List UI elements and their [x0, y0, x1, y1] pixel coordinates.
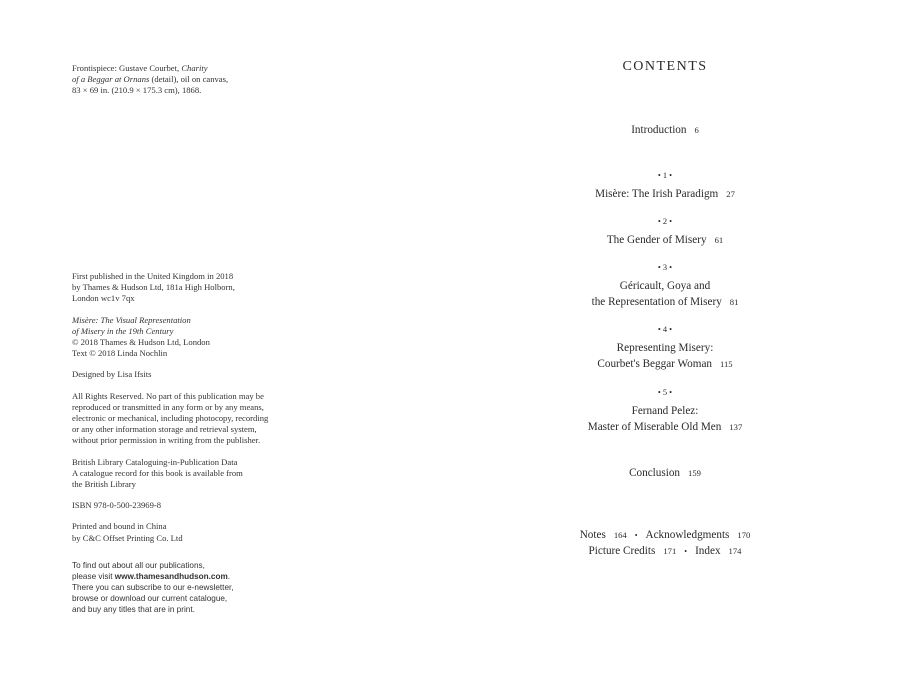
toc-page: 115 [720, 359, 733, 369]
visit-block [72, 560, 287, 615]
toc-page: 81 [729, 297, 739, 307]
rights-line: reproduced or transmitted in any form or by any means, [72, 401, 264, 412]
contents-page [510, 0, 880, 688]
toc-label: the Representation of Misery [591, 296, 722, 308]
toc-page: 164 [613, 530, 627, 540]
toc-label: Fernand Pelez: [631, 405, 699, 417]
back-matter-row-1 [510, 527, 820, 544]
toc-index[interactable]: Index [695, 545, 721, 557]
toc-chapter-3[interactable] [510, 262, 820, 310]
designer-line: Designed by Lisa Ifsits [72, 369, 152, 380]
imprint-page [72, 271, 287, 625]
chapter-number: • 4 • [657, 325, 673, 334]
toc-label: The Gender of Misery [606, 234, 707, 246]
toc-picture-credits[interactable]: Picture Credits [588, 545, 656, 557]
isbn-block [72, 500, 287, 511]
toc-acknowledgments[interactable]: Acknowledgments [645, 529, 730, 541]
rights-block [72, 391, 287, 447]
cip-line: the British Library [72, 479, 136, 490]
visit-line: browse or download our current catalogue, [72, 593, 228, 603]
toc-label: Géricault, Goya and [619, 280, 711, 292]
toc-page: 171 [663, 546, 677, 556]
website-link[interactable]: www.thamesandhudson.com [114, 571, 228, 581]
chapter-number: • 2 • [657, 217, 673, 226]
isbn-line: ISBN 978-0-500-23969-8 [72, 500, 162, 511]
rights-line: or any other information storage and retrieval system, [72, 424, 257, 435]
chapter-number: • 3 • [657, 263, 673, 272]
toc-label: Master of Miserable Old Men [587, 421, 722, 433]
toc-chapter-5[interactable] [510, 387, 820, 435]
toc-chapter-4[interactable] [510, 324, 820, 372]
separator-dot: • [634, 531, 638, 540]
toc-page: 174 [728, 546, 742, 556]
caption-text: Frontispiece: Gustave Courbet, [72, 63, 180, 73]
rights-line: All Rights Reserved. No part of this publication may be [72, 390, 264, 401]
toc-introduction[interactable] [510, 122, 820, 138]
rights-line: without prior permission in writing from the publisher. [72, 435, 261, 446]
toc-notes[interactable]: Notes [579, 529, 606, 541]
toc-page: 27 [726, 189, 735, 199]
caption-dimensions: 83 × 69 in. (210.9 × 175.3 cm), 1868. [72, 85, 202, 96]
toc-page: 61 [714, 235, 724, 245]
toc-page: 137 [729, 422, 743, 432]
visit-line: please visit [72, 571, 115, 581]
toc-label: Introduction [631, 124, 687, 136]
chapter-number: • 1 • [657, 171, 673, 180]
book-title-line: Misère: The Visual Representation [72, 314, 191, 325]
chapter-number: • 5 • [657, 388, 673, 397]
toc-label: Conclusion [629, 467, 681, 479]
toc-page: 170 [737, 530, 751, 540]
toc-page: 159 [688, 468, 701, 478]
book-title-line: of Misery in the 19th Century [72, 325, 174, 336]
imprint-line: First published in the United Kingdom in 2018 [72, 271, 234, 281]
contents-title: CONTENTS [622, 59, 708, 74]
toc-label: Misère: The Irish Paradigm [595, 188, 719, 200]
separator-dot: • [684, 547, 688, 556]
toc-label: Courbet's Beggar Woman [597, 358, 713, 370]
toc-label: Representing Misery: [616, 342, 714, 354]
copyright-block [72, 315, 287, 360]
cip-block [72, 457, 287, 491]
visit-line: To find out about all our publications, [72, 560, 205, 570]
imprint-line: London wc1v 7qx [72, 293, 135, 304]
imprint-line: by Thames & Hudson Ltd, 181a High Holborn, [72, 282, 235, 293]
printer-line: Printed and bound in China [72, 521, 167, 532]
frontispiece-caption [72, 63, 272, 97]
toc-conclusion[interactable] [510, 465, 820, 481]
cip-line: British Library Cataloguing-in-Publication Data [72, 456, 238, 467]
copyright-line: © 2018 Thames & Hudson Ltd, London [72, 337, 210, 348]
rights-line: electronic or mechanical, including photocopy, recording [72, 413, 269, 424]
visit-line: There you can subscribe to our e-newsletter, [72, 582, 234, 592]
back-matter-row-2 [510, 543, 820, 560]
caption-italic: Charity [181, 63, 208, 73]
visit-line: . [227, 571, 231, 581]
caption-italic: of a Beggar at Ornans [72, 74, 150, 85]
caption-text: (detail), oil on canvas, [151, 74, 229, 85]
first-published-block [72, 271, 287, 305]
cip-line: A catalogue record for this book is available from [72, 467, 243, 478]
copyright-line: Text © 2018 Linda Nochlin [72, 348, 168, 359]
toc-chapter-1[interactable] [510, 170, 820, 202]
visit-line: and buy any titles that are in print. [72, 604, 195, 614]
toc-page: 6 [694, 125, 699, 135]
printer-line: by C&C Offset Printing Co. Ltd [72, 532, 183, 543]
designer-block [72, 369, 287, 380]
printer-block [72, 521, 287, 543]
toc-chapter-2[interactable] [510, 216, 820, 248]
